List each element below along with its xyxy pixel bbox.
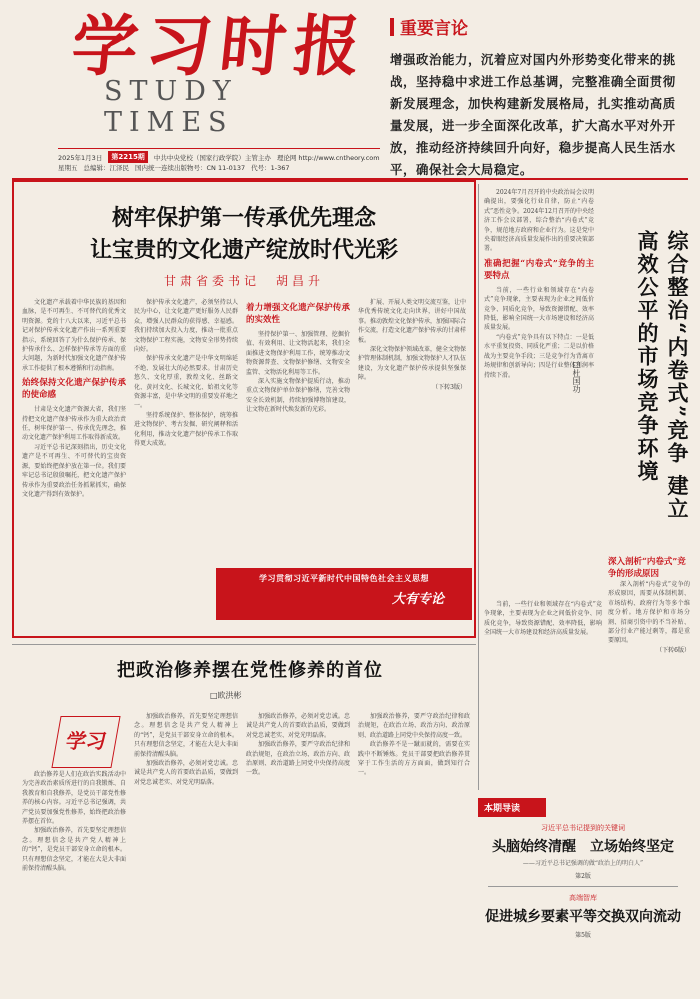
competition-subhead-2: 深入剖析“内卷式”竞争的形成原因 xyxy=(608,557,686,579)
banner-line-1: 学习贯彻习近平新时代中国特色社会主义思想 xyxy=(259,574,429,583)
paragraph: 加强政治修养，首先要坚定理想信念。理想信念是共产党人精神上的“钙”，是党员干部安身立命的根本。只有理想信念坚定，才能在大是大非面前保持清醒头脑。 xyxy=(22,827,126,873)
lead-column-2 xyxy=(134,298,238,564)
lead-title-line2: 让宝贵的文化遗产绽放时代光彩 xyxy=(89,237,398,263)
party-column-2 xyxy=(134,712,238,990)
paragraph: 政治修养不是一蹴而就的，需要在实践中不断锤炼。党员干部要把政治修养贯穿于工作生活的方方面面，做到知行合一。 xyxy=(358,741,470,777)
guide-headline: 促进城乡要素平等交换双向流动 xyxy=(485,909,681,925)
key-quotes-heading: 重要言论 xyxy=(400,19,468,39)
site-url: 理论网 http://www.cntheory.com xyxy=(276,153,380,162)
masthead-logo xyxy=(67,7,373,138)
lead-subhead-1: 始终保持文化遗产保护传承的使命感 xyxy=(22,378,126,401)
lead-article-title[interactable] xyxy=(14,202,474,266)
paragraph: 坚持系统保护、整体保护，统筹推进文物保护、考古发掘、研究阐释和活化利用，推动文化遗产保护传承工作取得更大成效。 xyxy=(134,411,238,448)
key-quotes-box xyxy=(390,14,682,176)
issue-guide xyxy=(478,798,688,988)
guide-item-2[interactable] xyxy=(478,893,688,939)
competition-article-right-column xyxy=(608,580,690,790)
paragraph: 深入实施文物保护提质行动，推动重点文物保护单位保护修缮，完善文物安全长效机制，持续加强博物馆建设，让文物在新时代焕发新的光彩。 xyxy=(246,378,350,414)
issue-date: 2025年1月3日 xyxy=(58,153,103,162)
issue-guide-header: 本期导读 xyxy=(478,798,546,817)
masthead-meta xyxy=(58,148,380,175)
paragraph: 文化遗产承载着中华民族的基因和血脉，是不可再生、不可替代的优秀文明资源。党的十八大以来，习近平总书记对保护传承文化遗产作出一系列重要指示，系统回答了为什么保护传承、保护传承什么、怎样保护传承等方面的重大问题，为新时代加强文化遗产保护传承工作提供了根本遵循和行动指南。 xyxy=(22,299,126,372)
guide-kicker: 习近平总书记提到的关键词 xyxy=(541,824,625,832)
lead-column-1 xyxy=(22,298,126,628)
title-bar-icon xyxy=(390,18,394,36)
paragraph: 深化文物保护领域改革，健全文物保护管理体制机制，加强文物保护人才队伍建设，为文化遗产保护传承提供坚强保障。 xyxy=(358,346,466,382)
guide-page: 第5版 xyxy=(575,932,591,939)
guide-headline: 头脑始终清醒 立场始终坚定 xyxy=(492,839,674,855)
party-column-4 xyxy=(358,712,470,990)
party-article-title[interactable]: 把政治修养摆在党性修养的首位 xyxy=(117,660,383,681)
continued-notice: （下转3版） xyxy=(432,383,466,391)
paragraph: 加强政治修养，要严守政治纪律和政治规矩，在政治立场、政治方向、政治原则、政治道路上同党中央保持高度一致。 xyxy=(358,713,470,739)
paragraph: 甘肃是文化遗产资源大省，我们坚持把文化遗产保护传承作为重大政治责任，树牢保护第一、传承优先理念，推动文化遗产保护利用工作取得新成效。 xyxy=(22,406,126,442)
paragraph: “内卷式”竞争具有以下特点：一是低水平重复投资、同质化严重；二是以价格战为主要竞争手段；三是竞争行为背离市场规律和创新导向；四是行业整体利润率持续下滑。 xyxy=(484,333,594,379)
paragraph: 加强政治修养，必须对党忠诚。忠诚是共产党人的首要政治品质，要做到对党忠诚老实、对党光明磊落。 xyxy=(246,713,350,739)
newspaper-title: 学习时报 xyxy=(67,7,373,85)
paragraph: 保护传承文化遗产，必须坚持以人民为中心，让文化遗产更好服务人民群众，增强人民群众的获得感、幸福感。我们持续加大投入力度，推动一批重点文物保护工程实施，文物安全形势持续向好。 xyxy=(134,299,238,354)
paragraph: 2024年7月召开的中央政治局会议明确提出，要强化行业自律，防止“内卷式”恶性竞争。2024年12月召开的中央经济工作会议部署，综合整治“内卷式”竞争，规范地方政府和企业行为。这是党中央着眼经济高质量发展作出的重要决策部署。 xyxy=(484,189,594,253)
cn-number: 国内统一连续出版物号：CN 11-0137 xyxy=(135,164,246,172)
paragraph: 当前，一些行业和领域存在“内卷式”竞争现象，主要表现为企业之间低价竞争、同质化竞争，导致资源错配、效率降低，影响全国统一大市场建设和经济高质量发展。 xyxy=(484,286,594,332)
lead-column-4 xyxy=(358,298,466,564)
code-number: 代号：1-367 xyxy=(251,164,290,172)
lead-subhead-2: 着力增强文化遗产保护传承的实效性 xyxy=(246,303,350,325)
competition-author: □杜国功 xyxy=(572,360,581,393)
competition-article-left-column xyxy=(484,188,594,598)
guide-page: 第2版 xyxy=(575,873,591,880)
guide-item-1[interactable] xyxy=(478,823,688,880)
paragraph: 深入剖析“内卷式”竞争的形成原因，需要从体制机制、市场结构、政府行为等多个维度分析。地方保护和市场分割、招商引资中的不当补贴、部分行业产能过剩等，都是重要原因。 xyxy=(608,581,690,645)
banner-line-2: 大有专论 xyxy=(391,592,444,607)
guide-subtitle: ——习近平总书记强调的做“政治上的明白人” xyxy=(522,860,644,867)
paragraph: 加强政治修养，首先要坚定理想信念。理想信念是共产党人精神上的“钙”，是党员干部安身立命的根本。只有理想信念坚定，才能在大是大非面前保持清醒头脑。 xyxy=(134,713,238,758)
lead-title-line1: 树牢保护第一传承优先理念 xyxy=(111,205,376,231)
paragraph: 扩展、开展人类文明交流互鉴，让中华优秀传统文化走向世界，讲好中国故事。推动敦煌文化保护传承，加强国际合作交流，打造文化遗产保护传承的甘肃样板。 xyxy=(358,299,466,344)
xuexi-stamp-logo: 学习 xyxy=(51,716,120,768)
column-divider xyxy=(478,184,479,790)
guide-divider xyxy=(488,886,678,887)
column-banner xyxy=(216,568,472,620)
competition-subhead-1: 准确把握“内卷式”竞争的主要特点 xyxy=(484,258,594,281)
weekday: 星期五 xyxy=(58,164,78,172)
party-column-1 xyxy=(22,770,126,990)
guide-kicker: 高端智库 xyxy=(569,894,597,902)
chief-editor: 总编辑：江泽民 xyxy=(83,164,129,172)
paragraph: 保护传承文化遗产是中华文明绵延不绝、发展壮大的必然要求。甘肃历史悠久、文化厚重，敦煌文化、丝路文化、黄河文化、长城文化、始祖文化等资源丰富，是中华文明的重要发祥地之一。 xyxy=(134,355,238,410)
paragraph: 习近平总书记深刻指出，历史文化遗产是不可再生、不可替代的宝贵资源，要始终把保护放在第一位。我们要牢记总书记殷殷嘱托，把文化遗产保护传承作为重要政治任务抓紧抓实，确保文化遗产得到有效保护。 xyxy=(22,443,126,498)
sponsor: 中共中央党校（国家行政学院）主管主办 xyxy=(153,153,271,162)
key-quotes-title xyxy=(390,14,682,39)
paragraph: 政治修养是人们在政治实践活动中为完善政治素质所进行的自我锻炼、自我教育和自我修养，是党员干部党性修养的核心内容。习近平总书记强调，共产党员要加强党性修养，始终把政治修养摆在首位。 xyxy=(22,771,126,826)
paragraph: 加强政治修养，要严守政治纪律和政治规矩，在政治立场、政治方向、政治原则、政治道路上同党中央保持高度一致。 xyxy=(246,741,350,777)
key-quotes-text: 增强政治能力，沉着应对国内外形势变化带来的挑战，坚持稳中求进工作总基调，完整准确全面贯彻新发展理念，加快构建新发展格局，扎实推动高质量发展，进一步全面深化改革，扩大高水平对外开放，推动经济持续回升向好，稳步提高人民生活水平，确保社会大局稳定。 xyxy=(390,52,676,177)
newspaper-subtitle: STUDY TIMES xyxy=(104,76,238,138)
lead-byline: 甘肃省委书记 胡昌升 xyxy=(163,274,324,288)
paragraph: 加强政治修养，必须对党忠诚。忠诚是共产党人的首要政治品质，要做到对党忠诚老实、对党光明磊落。 xyxy=(134,760,238,786)
issue-number: 第2215期 xyxy=(108,151,147,163)
party-author: □欧洪彬 xyxy=(210,691,242,700)
section-divider xyxy=(12,644,476,645)
lead-column-3 xyxy=(246,298,350,564)
competition-article-title[interactable]: 综合整治“内卷式”竞争 建立高效公平的市场竞争环境 xyxy=(635,230,690,521)
paragraph: 坚持保护第一、加强管理、挖掘价值、有效利用、让文物活起来，我们全面推进文物保护利用工作，统筹推动文物资源普查、文物保护修缮、文物安全监管、文物活化利用等工作。 xyxy=(246,331,350,376)
continued-notice: （下转6版） xyxy=(656,646,690,654)
party-column-3 xyxy=(246,712,350,990)
competition-article-bottom-column xyxy=(484,600,602,790)
paragraph: 当前，一些行业和领域存在“内卷式”竞争现象，主要表现为企业之间低价竞争、同质化竞争，导致资源错配、效率降低，影响全国统一大市场建设和经济高质量发展。 xyxy=(484,601,602,637)
